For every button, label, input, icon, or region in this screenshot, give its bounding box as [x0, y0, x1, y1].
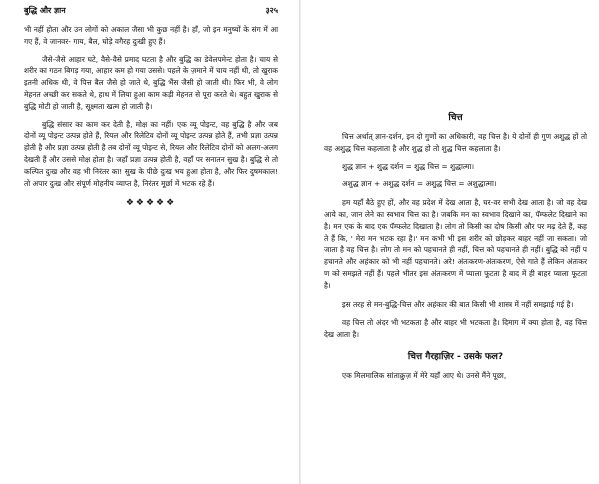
paragraph-intellect: बुद्धि संसार का काम कर देती है, मोक्ष का नहीं। एक व्यू पोइन्ट, वह बुद्धि है और जब दोनों व्यू पोइन्ट उत्पन्न होते हैं, रियल और रिलेटिव दोनों व्यू पोइन्ट उत्पन्न होते हैं, तभी प्रज्ञा उत्पन्न होती है और प्रज्ञा उत्पन्न होती है तब दोनों व्यू पोइन्ट से, रियल और रिलेटिव दोनों को अलग-अलग देखती हैं और उससे मोक्ष होता है। जहाँ प्रज्ञा उत्पन्न होती है, वहाँ पर सनातन सुख है। बुद्धि से तो कल्पित दुःख और वह भी निरंतर का! सुख के पीछे दुःख भय हुआ होता है, और फिर दुषमकाल! तो अपार दुःख और संपूर्ण मोहनीय व्याप्त है, निरंतर मूर्छा में भटक रहे हैं।	[24, 119, 278, 188]
right-page	[300, 0, 599, 484]
section-title-absent-chitta: चित्त गैरहाज़िर - उसके फल?	[407, 351, 504, 362]
paragraph-scriptures: इस तरह से मन-बुद्धि-चित्त और अहंकार की बात किसी भी शास्त्र में नहीं समझाई गई है।	[342, 299, 574, 309]
paragraph-chitta-wanders: हम यहाँ बैठे हुए हों, और वह प्रदेश में देख आता है, घर-वर सभी देख आता है। जो वह देख आये का, जान लेने का स्वभाव चित्त का है। जबकि मन का स्वभाव दिखाने का, पॅम्फलेट दिखाने का है। मन एक के बाद एक पॅम्फलेट दिखाता है। लोग तो किसी का दोष किसी और पर मढ़ देते हैं, कहते हैं कि, ' मेरा मन भटक रहा है।' मन कभी भी इस शरीर को छोड़कर बाहर नहीं जा सकता। जो जाता है वह चित्त है। लोग तो मन को पहचानते ही नहीं, चित्त को पहचानते ही नहीं। बुद्धि को नहीं पहचानते और अहंकार को भी नहीं पहचानते। अरे! अंतःकरण-अंतःकरण, ऐसे गाते हैं लेकिन अंतःकरण को समझते नहीं हैं। पहले भीतर इस अंतःकरण में प्याला फूटता है बाद में ही बाहर प्याला फूटता है।	[324, 198, 587, 290]
page-number: ३२५	[265, 6, 278, 15]
formula-pure: शुद्ध ज्ञान + शुद्ध दर्शन = शुद्ध चित्त = शुद्धात्मा।	[342, 161, 475, 171]
paragraph-mill-owner: एक मिलमालिक सांताक्रुज़ में मेरे यहाँ आए थे। उनसे मैंने पूछा,	[342, 370, 507, 380]
running-title: बुद्धि और ज्ञान	[24, 6, 66, 15]
paragraph-chitta-definition: चित्त अर्थात् ज्ञान-दर्शन, इन दो गुणों का अधिकारी, वह चित्त है। ये दोनों ही गुण अशुद्ध हों तो वह अशुद्ध चित्त कहलाता है और शुद्ध हो तो शुद्ध चित्त कहलाता है।	[324, 132, 587, 153]
section-ornament: ❖❖❖❖❖	[125, 198, 177, 209]
page-header	[24, 6, 278, 16]
paragraph-inside-outside: वह चित्त तो अंदर भी भटकता है और बाहर भी भटकता है। दिमाग में क्या होता है, वह चित्त देख आता है।	[324, 318, 587, 340]
paragraph-continuation: भी नहीं होता और उन लोगों को अकाल जैसा भी कुछ नहीं है। हाँ, जो इन मनुष्यों के संग में आ गए हैं, वे जानवर- गाय, बैल, घोड़े वगैरह दुःखी हुए हैं।	[24, 25, 278, 46]
formula-impure: अशुद्ध ज्ञान + अशुद्ध दर्शन = अशुद्ध चित्त = अशुद्धात्मा।	[342, 179, 497, 189]
section-title-chitta: चित्त	[448, 113, 463, 123]
paragraph-diet: जैसे-जैसे आहार घटे, वैसे-वैसे प्रमाद घटता है और बुद्धि का डेवेलपमेन्ट होता है। चाय से शरीर का गठन बिगड़ गया, आहार कम हो गया उससे। पहले के ज़माने में चाय नहीं थी, तो खुराक इतनी अधिक थी, वे पित्त बैल जैसे हो जाते थे, बुद्धि भैंस जैसी हो जाती थी। फिर भी, वे लोग मेहनत अच्छी कर सकते थे, हाथ में लिया हुआ काम कड़ी मेहनत से पूरा करते थे। बहुत खुराक से बुद्धि मोटी हो जाती है, सूक्ष्मता खत्म हो जाती है।	[24, 54, 278, 111]
